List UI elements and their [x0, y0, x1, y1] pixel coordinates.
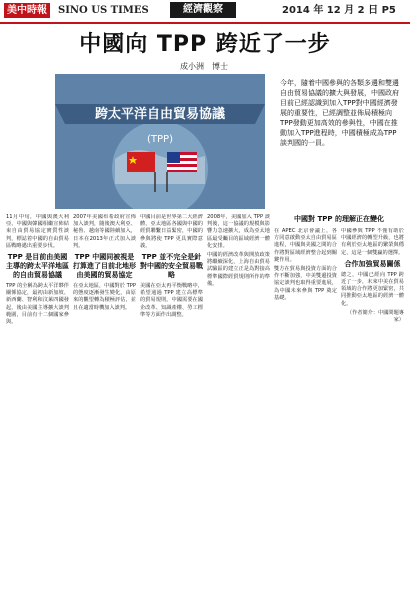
- subhead: 中國對 TPP 的理解正在變化: [294, 215, 384, 223]
- article-column-2: [73, 214, 136, 594]
- subhead: 合作加強貿易關係: [344, 259, 401, 268]
- headline: 中國向 TPP 跨近了一步: [79, 32, 331, 57]
- paragraph: 中國參與 TPP 不僅有助於中國經濟的轉型升級，也將有利於亞太地區的繁榮與穩定，這是一個雙贏的選擇。: [341, 228, 404, 256]
- paragraph: 美國在亞太再平衡戰略中，希望通過 TPP 建立高標準的貿易規則，中國需要在國企改革、知識產權、勞工標準等方面作出調整。: [140, 283, 203, 318]
- us-flag-icon: [167, 152, 197, 172]
- byline: 成小洲 博士: [180, 62, 228, 71]
- article-column-4: [207, 214, 270, 594]
- illustration-banner: 跨太平洋自由貿易協議: [94, 107, 226, 122]
- article-column-6: [341, 228, 404, 594]
- subhead: TPP 中國同被視是打算進了目前北地形由美國的貿易協定: [73, 253, 136, 280]
- subhead: TPP 是目前由美國主導的跨太平洋地區的自由貿易協議: [6, 253, 69, 280]
- paragraph: 在 APEC 北京會議上，各方同意啟動亞太自由貿易區進程，中國與美國之間的合作將對區域經濟整合起到關鍵作用。: [274, 228, 337, 263]
- paragraph: 在亞太地區，中國對於 TPP 的態度逐漸發生變化，由原來的觀望轉為積極評估，並且在適當時機加入談判。: [73, 283, 136, 311]
- subhead: TPP 並不完全是針對中國的安全貿易戰略: [140, 253, 203, 280]
- paragraph: 總之，中國已經向 TPP 跨近了一步，未來中美在貿易領域的合作將更加緊密，共同推動亞太地區的經濟一體化。: [341, 271, 404, 307]
- paragraph: TPP 的全稱為跨太平洋夥伴關係協定，最初由新加坡、新西蘭、智利和汶萊四國發起，後由美國主導擴大談判範圍，目前有十二個國家參與。: [6, 283, 69, 326]
- paragraph: 2008年，美國加入 TPP 談判後，這一協議的規模與影響力急速擴大，成為亞太地區最受矚目的區域經濟一體化安排。: [207, 214, 270, 249]
- paragraph: 雙方在貿易與投資方面的合作不斷加強，中美雙邊投資協定談判也取得重要進展，為中國未來參與 TPP 奠定基礎。: [274, 266, 337, 301]
- newspaper-logo: 美中時報: [4, 3, 50, 18]
- paragraph: 中國目前是世界第二大經濟體，亞太地區各國與中國的經貿聯繫日益緊密，中國的參與將使 TPP 更具實際意義。: [140, 214, 203, 249]
- article-column-1: [6, 214, 69, 594]
- article-column-5: [274, 228, 337, 594]
- paragraph: 11月中旬，中國與澳大利亞、中國與韓國相繼宣佈結束自由貿易協定實質性談判，標誌着中國的自由貿易區戰略邁出重要步伐。: [6, 214, 69, 249]
- section-label: 經濟觀察: [170, 2, 236, 18]
- masthead: [0, 0, 410, 24]
- lead-paragraph: 今年，隨着中國參與的各類多邊和雙邊自由貿易協議的擴大與發展，中國政府目前已經認識到加入TPP對中國經濟發展的重要性，已經調整並佈局積極向TPP發動更加高效的參與性，中國在推動加入TPP進程時，中國積極成為TPP談判國的一員。: [280, 79, 399, 147]
- paragraph: 2007年美國布希政府宣佈加入談判，隨後澳大利亞、秘魯、越南等國陸續加入，日本在2013年正式加入談判。: [73, 214, 136, 249]
- tpp-illustration: [55, 74, 265, 209]
- issue-date: 2014 年 12 月 2 日 P5: [282, 5, 396, 16]
- newspaper-name-en: SINO US TIMES: [58, 5, 149, 16]
- tpp-label: (TPP): [147, 134, 173, 145]
- footer-note: （作者簡介：中國問題專家）: [346, 309, 404, 324]
- article-column-3: [140, 214, 203, 594]
- paragraph: 中國的經濟改革與開放政策將繼續深化，上海自由貿易試驗區的建立正是為對接高標準國際經貿規則所作的準備。: [207, 252, 270, 287]
